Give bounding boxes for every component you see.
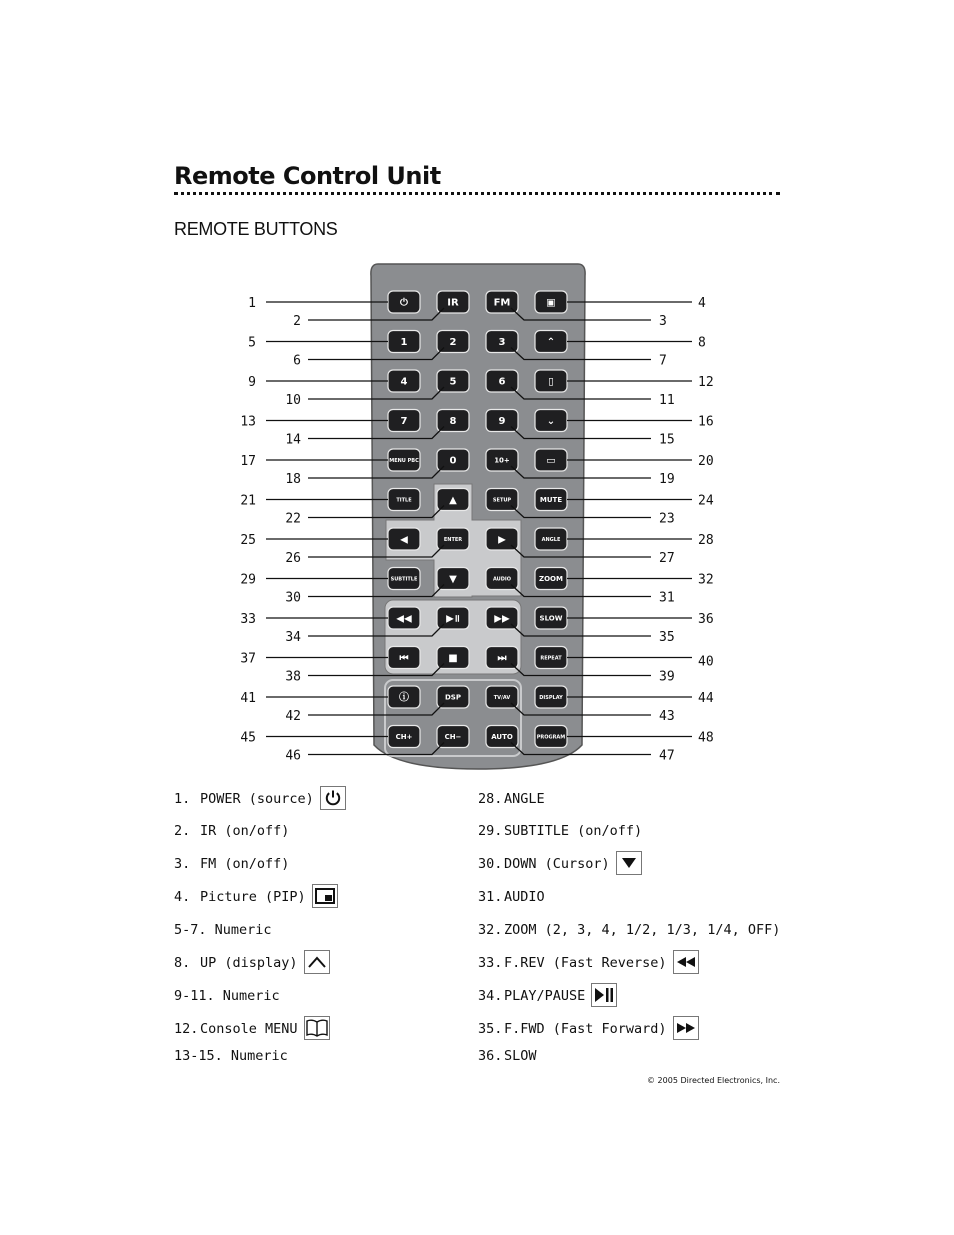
callout-number: 12 — [698, 375, 714, 390]
legend-item — [478, 856, 610, 872]
remote-button-label: ▼ — [449, 574, 457, 586]
remote-button-label: SETUP — [492, 497, 512, 504]
legend-item-label: F.REV (Fast Reverse) — [504, 955, 667, 971]
callout-number: 30 — [285, 590, 301, 606]
callout-number: 38 — [285, 669, 301, 685]
remote-button-label: ▣ — [546, 297, 556, 309]
remote-button-label: ▶॥ — [446, 613, 460, 625]
callout-number: 26 — [285, 551, 301, 566]
callout-number: 17 — [240, 454, 256, 469]
callout-number: 43 — [659, 709, 675, 724]
rewind-icon — [673, 950, 699, 974]
legend-item-number: 2. — [174, 823, 191, 839]
legend-item-label: 9-11. Numeric — [174, 988, 280, 1004]
legend-item — [478, 955, 667, 971]
copyright-footer: © 2005 Directed Electronics, Inc. — [647, 1076, 780, 1085]
remote-button-label: 1 — [400, 337, 408, 349]
triangle-down-icon — [616, 851, 642, 875]
callout-number: 1 — [248, 296, 256, 311]
remote-button-label: PROGRAM — [536, 734, 566, 741]
remote-button-label: FM — [493, 297, 511, 309]
legend-item-label: UP (display) — [200, 955, 298, 971]
legend-item-number: 31. — [478, 889, 503, 905]
legend-item — [478, 791, 545, 807]
callout-number: 34 — [285, 630, 301, 645]
legend-item — [478, 988, 585, 1004]
callout-number: 44 — [698, 691, 714, 706]
legend-item-number: 8. — [174, 955, 191, 971]
legend-item — [174, 791, 314, 807]
section-heading: REMOTE BUTTONS — [174, 219, 338, 239]
legend-item-label: ZOOM (2, 3, 4, 1/2, 1/3, 1/4, OFF) — [504, 922, 781, 938]
remote-button-label: 2 — [449, 337, 457, 349]
callout-number: 31 — [659, 590, 675, 606]
remote-button-label: ⏭ — [497, 653, 507, 665]
callout-number: 33 — [240, 612, 256, 627]
legend-item-number: 32. — [478, 922, 503, 938]
remote-button-label: DSP — [445, 693, 461, 702]
legend-item-number: 1. — [174, 791, 191, 807]
remote-button-label: MUTE — [539, 496, 563, 505]
legend-item — [174, 988, 280, 1004]
callout-number: 47 — [659, 748, 675, 764]
legend-item-number: 34. — [478, 988, 503, 1004]
remote-button-label: ENTER — [443, 536, 463, 543]
callout-number: 24 — [698, 493, 714, 509]
remote-button-label: 8 — [449, 416, 457, 428]
remote-button-label: ⌄ — [546, 416, 556, 428]
remote-button-label: ⌃ — [546, 337, 556, 349]
remote-button-label: ▭ — [546, 455, 556, 467]
legend-item-label: Console MENU — [200, 1021, 298, 1037]
callout-number: 6 — [293, 353, 301, 369]
remote-button-label: SLOW — [539, 614, 563, 623]
callout-number: 29 — [240, 572, 256, 588]
remote-button-label: DISPLAY — [539, 694, 563, 701]
remote-button-label: MENU PBC — [389, 457, 419, 464]
legend-item-number: 30. — [478, 856, 503, 872]
remote-button-label: SUBTITLE — [390, 576, 418, 583]
remote-button-label: ZOOM — [539, 575, 563, 584]
remote-button-label: 10+ — [494, 456, 510, 465]
callout-number: 27 — [659, 551, 675, 566]
remote-button-label: 4 — [400, 376, 408, 388]
callout-number: 46 — [285, 748, 301, 764]
remote-button-label: TV/AV — [493, 694, 511, 701]
callout-number: 15 — [659, 432, 675, 448]
callout-number: 36 — [698, 612, 714, 627]
callout-number: 3 — [659, 314, 667, 329]
legend-item-number: 12. — [174, 1021, 199, 1037]
chevron-up-icon — [304, 950, 330, 974]
legend-item — [478, 922, 780, 938]
page-title: Remote Control Unit — [174, 162, 441, 190]
callout-number: 39 — [659, 669, 675, 685]
callout-number: 9 — [248, 375, 256, 390]
pip-icon — [312, 884, 338, 908]
legend-item — [174, 823, 289, 839]
legend-item — [478, 823, 642, 839]
legend-item — [174, 856, 289, 872]
legend-item-number: 35. — [478, 1021, 503, 1037]
remote-button-label: 6 — [498, 376, 506, 388]
remote-button-label: 9 — [498, 416, 506, 428]
remote-button-label: ◀ — [400, 534, 408, 546]
remote-button-label: ⏻ — [400, 297, 408, 309]
callout-number: 42 — [285, 709, 301, 724]
legend-item-label: 13-15. Numeric — [174, 1048, 288, 1064]
callout-number: 5 — [248, 335, 256, 351]
legend-item — [174, 1021, 298, 1037]
legend-item-label: 5-7. Numeric — [174, 922, 272, 938]
callout-number: 45 — [240, 730, 256, 746]
callout-number: 28 — [698, 533, 714, 548]
callout-number: 32 — [698, 572, 714, 588]
legend-item-label: SUBTITLE (on/off) — [504, 823, 643, 839]
remote-button-label: ▶▶ — [494, 613, 510, 625]
legend-item-label: F.FWD (Fast Forward) — [504, 1021, 667, 1037]
remote-button-label: ■ — [448, 653, 458, 665]
legend-item-number: 33. — [478, 955, 503, 971]
legend-item-number: 36. — [478, 1048, 503, 1064]
fast-forward-icon — [673, 1016, 699, 1040]
legend-item — [478, 1048, 537, 1064]
callout-number: 37 — [240, 651, 256, 667]
callout-number: 35 — [659, 630, 675, 645]
legend-item-label: ANGLE — [504, 791, 545, 807]
legend-item-label: PLAY/PAUSE — [504, 988, 586, 1004]
callout-number: 18 — [285, 472, 301, 487]
legend-item-label: SLOW — [504, 1048, 537, 1064]
legend-item-label: FM (on/off) — [200, 856, 290, 872]
remote-button-label: 0 — [449, 455, 457, 467]
callout-number: 2 — [293, 314, 301, 329]
legend-item — [174, 922, 272, 938]
legend-item-number: 29. — [478, 823, 503, 839]
remote-button-label: AUDIO — [492, 576, 512, 583]
callout-number: 22 — [285, 511, 301, 527]
remote-button-label: AUTO — [491, 733, 513, 742]
legend-item — [174, 955, 298, 971]
remote-button-label: ▲ — [449, 495, 457, 507]
legend-item — [478, 1021, 667, 1037]
callout-number: 7 — [659, 353, 667, 369]
callout-number: 4 — [698, 296, 706, 311]
legend-item-label: Picture (PIP) — [200, 889, 306, 905]
remote-button-label: ◀◀ — [396, 613, 412, 625]
callout-number: 19 — [659, 472, 675, 487]
remote-button-label: REPEAT — [540, 655, 562, 662]
callout-number: 13 — [240, 414, 256, 430]
legend-item-number: 28. — [478, 791, 503, 807]
callout-number: 25 — [240, 533, 256, 548]
book-icon — [304, 1016, 330, 1040]
legend-item-label: DOWN (Cursor) — [504, 856, 610, 872]
remote-button-label: 3 — [498, 337, 506, 349]
remote-button-label: ⓘ — [399, 692, 409, 704]
callout-number: 41 — [240, 691, 256, 706]
callout-number: 8 — [698, 335, 706, 351]
legend-item-number: 4. — [174, 889, 191, 905]
remote-button-label: TITLE — [396, 497, 412, 504]
callout-number: 10 — [285, 393, 301, 408]
remote-button-label: CH+ — [395, 733, 413, 742]
remote-button-label: ▶ — [498, 534, 506, 546]
legend-item-number: 3. — [174, 856, 191, 872]
power-icon — [320, 786, 346, 810]
remote-button-label: 5 — [449, 376, 457, 388]
callout-number: 11 — [659, 393, 675, 408]
callout-number: 20 — [698, 454, 714, 469]
callout-number: 14 — [285, 432, 301, 448]
remote-button-label: CH− — [444, 733, 462, 742]
callout-number: 16 — [698, 414, 714, 430]
remote-button-label: ANGLE — [541, 536, 561, 543]
callout-number: 23 — [659, 511, 675, 527]
legend-item-label: AUDIO — [504, 889, 545, 905]
legend-item — [174, 1048, 288, 1064]
legend-item — [174, 889, 306, 905]
remote-button-label: ▯ — [548, 376, 554, 388]
callout-number: 40 — [698, 654, 714, 670]
remote-button-label: ⏮ — [399, 653, 409, 665]
legend-item — [478, 889, 545, 905]
remote-button-label: 7 — [400, 416, 408, 428]
callout-number: 21 — [240, 493, 256, 509]
remote-button-label: IR — [447, 297, 459, 309]
play-pause-icon — [591, 983, 617, 1007]
legend-item-label: POWER (source) — [200, 791, 314, 807]
callout-number: 48 — [698, 730, 714, 746]
legend-item-label: IR (on/off) — [200, 823, 290, 839]
